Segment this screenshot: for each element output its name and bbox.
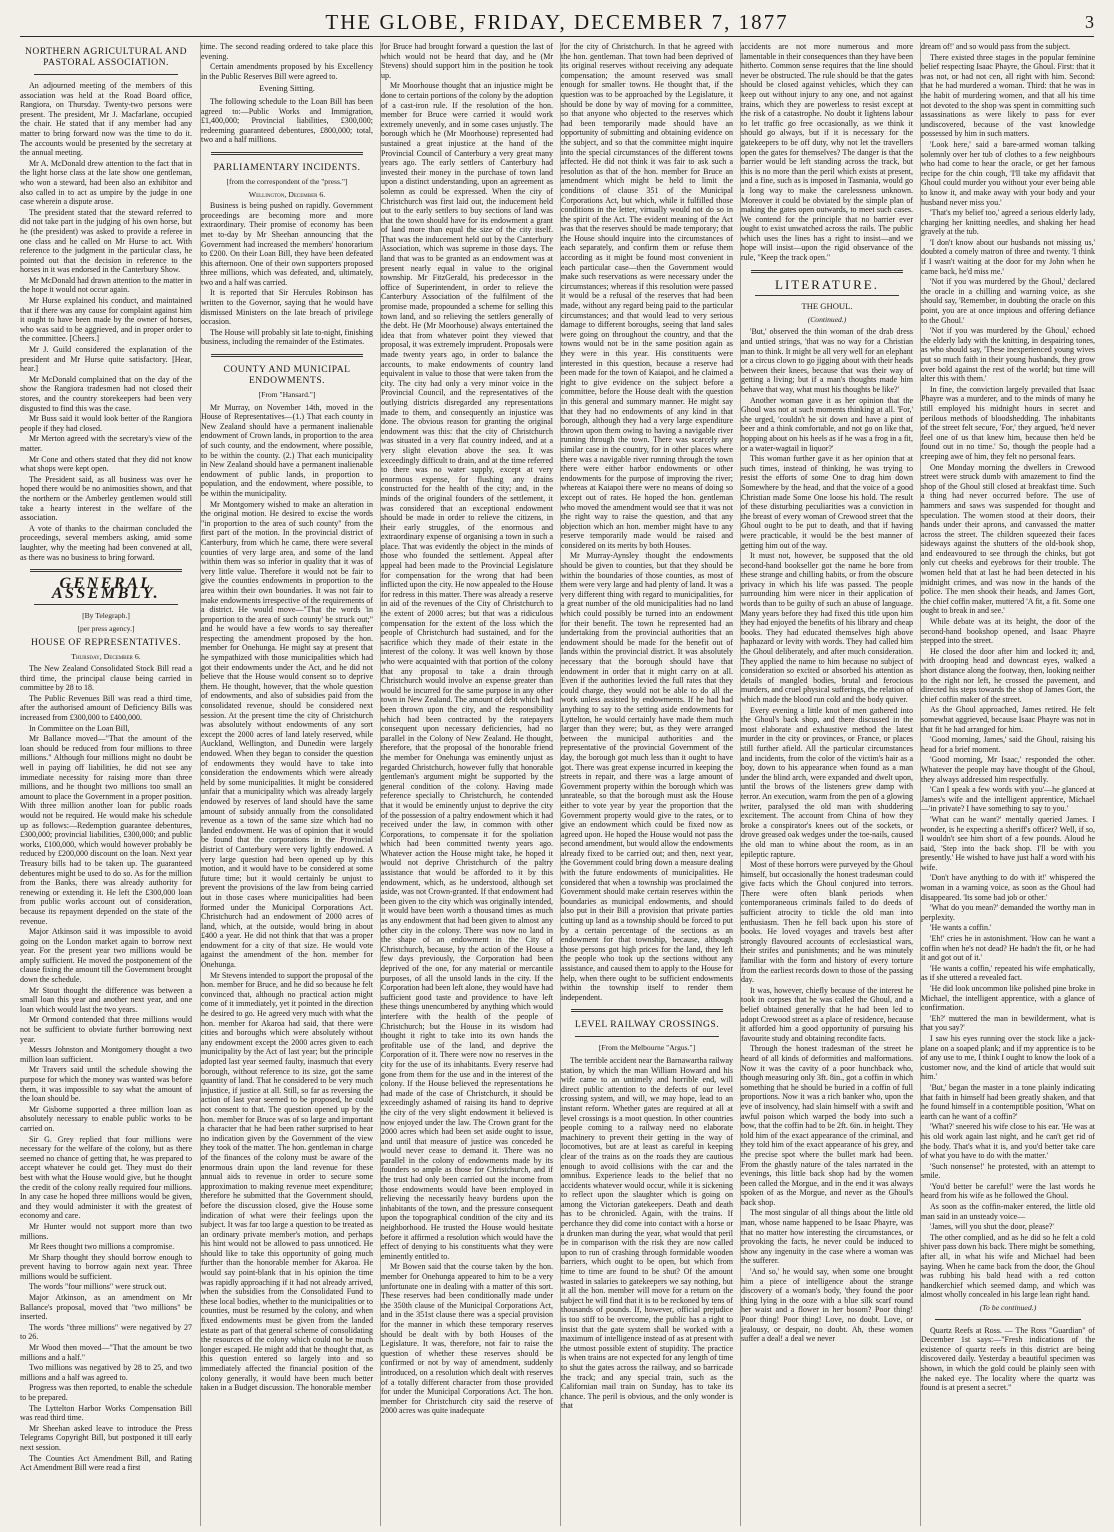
divider bbox=[34, 74, 178, 75]
paragraph: It must not, however, be supposed that the old second-hand bookseller got the name he bore from these strange and chilling habits, or from the obscure privacy in which his life was passed. The people surrounding him were nicer in their application of words than to be guilty of such an abuse of language. Many years before they had fixed this title upon him they had enjoyed the benefits of his library and cheap books. They had educated themselves high above haphazard or levity with words. They had called him the Ghoul deliberately, and after much consideration. They applied the name to him because no subject of consideration so excited or absorbed his attention as details of mangled bodies, brutal and ferocious murders, and cruel physical sufferings, the relation of which made the blood run cold and the body quiver. bbox=[741, 551, 913, 704]
paragraph: Another woman gave it as her opinion that the Ghoul was not at such moments thinking at all. 'For,' she urged, 'couldn't he sit down and have a pint of beer and a think comfortable, and not go on like that, hopping about on his heels as if he was a frog in a fit, or a water-wagtail in liquor?' bbox=[741, 395, 913, 453]
paragraph: time. The second reading ordered to take place this evening. bbox=[201, 42, 373, 61]
paragraph: 'What can he want?' mentally queried James. I wonder, is he expecting a sheriff's officer? Well, if so, I wouldn't see him short of a few pounds. Aloud he said, 'Step into the back shop. I'll be with you presently.' He wished to have just half a word with his wife. bbox=[921, 814, 1095, 872]
paragraph: Mr Sharp thought they should borrow enough to prevent having to borrow again next year. Three millions would be sufficient. bbox=[20, 1252, 192, 1281]
paragraph: The words "four millions" were struck out. bbox=[29, 1282, 167, 1292]
paragraph: A vote of thanks to the chairman concluded the proceedings, several members asking, amid some laughter, why the meeting had been convened at all, as there was no business to bring forward. bbox=[20, 523, 192, 562]
paragraph: 'Can I speak a few words with you'—he glanced at James's wife and the intelligent apprentice, Michael—'in private? I have something to say to you.' bbox=[921, 785, 1095, 814]
county-heading: COUNTY AND MUNICIPAL ENDOWMENTS. bbox=[223, 364, 351, 387]
paragraph: Business is being pushed on rapidly. Government proceedings are becoming more and more extraordinary. Their promise of economy has been met to-day by Mr Sheehan announcing that the Government had increased the members' honorarium to £200. On their Loan Bill, they have been defeated this afternoon. One of their own supporters proposed three millions, which was defeated, and, ultimately, two and a half was carried. bbox=[201, 201, 373, 287]
paragraph: Mr Hurse explained his conduct, and maintained that if there was any cause for complaint against him it ought to have been made by the owner of horses, who was said to be aggrieved, and in proper order to the committee. [Cheers.] bbox=[20, 296, 192, 344]
paragraph: Mr J. Guild considered the explanation of the president and Mr Hurse quite satisfactory. [Hear, hear.] bbox=[20, 345, 192, 374]
paragraph: It was, however, chiefly because of the interest he took in corpses that he was called the Ghoul, and a belief obtained generally that he had been led to adopt Crewood street as a place of residence, because it afforded him a good opportunity of pursuing his favourite study and obtaining recondite facts. bbox=[741, 985, 913, 1043]
credit-line: [By Telegraph.] bbox=[82, 611, 130, 621]
column-4 bbox=[560, 42, 733, 1526]
paragraph: 'What do you mean?' demanded the worthy man in perplexity. bbox=[921, 903, 1095, 922]
paragraph: Messrs Johnston and Montgomery thought a two million loan sufficient. bbox=[20, 1045, 192, 1064]
paragraph: 'He wants a coffin.' bbox=[930, 923, 992, 933]
agricultural-heading: NORTHERN AGRICULTURAL AND PASTORAL ASSOCIATION. bbox=[24, 46, 188, 68]
paragraph: for the city of Christchurch. In that he agreed with the hon. gentleman. That town had been deprived of its original reserves without receiving any adequate compensation; the amount reserved was small enough for smaller towns. He thought that, if the question was to be approached by the Legislature, it should be done by way of moving for a committee, so that anyone who objected to the reserves which had been temporarily made should have an opportunity of submitting and obtaining evidence on the subject, and so that the committee might inquire into the special circumstances of the different towns affected. He did not think it was fair to ask such a resolution as that of the hon. member for Bruce an amendment which might be held to limit the conditions of clause 351 of the Municipal Corporations Act, but which, while it fulfilled those conditions in the letter, virtually would not do so in the spirit of the Act. The evident meaning of the Act was that the reserves should be made temporary; that the House should inquire into the circumstances of each separately, and confirm them or refuse them according as it might be found most convenient in each particular case—then the Government would make such reservations as were necessary under the circumstances; whereas if this resolution were passed it would be a refusal of the reserves that had been made, without any regard being paid to the particular circumstances; and that would lead to very serious damage to different boroughs, seeing that land sales were going on throughout the country, and that the towns would not be in the same position again as they were in this year. His constituents were interested in this question, because a reserve had been made for the town of Kaiapoi, and he claimed a right to give evidence on the subject before a committee, before the House dealt with the question in this general and summary manner. He might say that they had no endowments of any kind in that borough, although they had a very large expenditure thrown upon them owing to having a navigable river running through the town. There was scarcely any similar case in the country, for in other places where there was a navigable river running through the town there were either harbor endowments or other endowments for the purpose of improving the river; whereas at Kaiapoi there were no means of doing so except out of rates. He hoped the hon. gentleman who moved the amendment would see that it was not the right way to raise the question, and that any objection which an hon. member might have to any reserve temporarily made would be raised and considered on its merits by both Houses. bbox=[561, 42, 733, 550]
paragraph: 'And so,' he would say, when some one brought him a piece of intelligence about the strange discovery of a woman's body, 'they found the poor thing lying in the ooze with a blue silk scarf round her waist and a flower in her bosom? Poor thing! Poor thing! Poor thing! Love, no doubt. Love, or jealousy, or despair, no doubt. Ah, these women suffer a deal! a deal we never bbox=[741, 1267, 913, 1344]
paragraph: The other complied, and as he did so he felt a cold shiver pass down his back. There might be something, after all, in what his wife and Michael had been saying. When he came back from the door, the Ghoul was rubbing his bald head with a red cotton handkerchief which seemed damp, and which was almost wholly concealed in his large lean right hand. bbox=[921, 1232, 1095, 1300]
paragraph: An adjourned meeting of the members of this association was held at the Road Board office, Rangiora, on Thursday. Twenty-two persons were present. The president, Mr J. Macfarlane, occupied the chair. He stated that if any member had any matter to bring forward now was the time to do it. The accounts would be presented by the secretary at the annual meeting. bbox=[20, 81, 192, 158]
agricultural-article bbox=[20, 81, 192, 562]
paragraph: The terrible accident near the Barnawartha railway station, by which the man William Howard and his wife came to an untimely and horrible end, will direct public attention to the defects of our level crossing system, and will, we may hope, lead to an instant reform. Whether gates are required at all at level crossings is a moot question. In other countries people coming to a railway need no elaborate machinery to prevent their getting in the way of locomotives, but are at least as careful in keeping clear of the trains as on the roads they are cautious enough to avoid collisions with the car and the omnibus. Experience leads to the belief that no accidents whatever would occur, while it is sickening to reflect upon the slaughter which is going on among the Victorian gatekeepers. Death and death has to be chronicled. Again, with the trains. If perchance they did come into contact with a horse or a drunken man during the year, what would that peril be in comparison with the risk they are now called upon to run of crashing through formidable wooden barriers, which ought to be open, but which from time to time are found to be shut? Of the amount wasted in salaries to gatekeepers we say nothing, but it all the hon. member will move for a return on the subject he will find that it is to be reckoned by tens of thousands of pounds. If, however, official prejudice is too stiff to be overcome, the public has a right to insist that the gate system shall be worked with a maximum of intelligence instead of as at present with the utmost possible extent of stupidity. The practice is when trains are not expected for any length of time to shut the gates across the railway, and so barricade the track; and any special train, such as the Californian mail train on Sunday, has to take its chance. The peril is obvious, and the only wonder is that bbox=[561, 1055, 733, 1411]
paragraph: Mr Rees thought two millions a compromise. bbox=[29, 1242, 175, 1252]
paragraph: Mr Gisborne supported a three million loan as absolutely necessary to enable public works to be carried on. bbox=[20, 1104, 192, 1133]
paragraph: Mr Wood then moved—"That the amount be two millions and a half." bbox=[20, 1343, 192, 1362]
paragraph: 'That's my belief too,' agreed a serious elderly lady, charging her knitting needles, and shaking her head gravely at the tub. bbox=[921, 208, 1095, 237]
paragraph: Certain amendments proposed by his Excellency in the Public Reserves Bill were agreed to. bbox=[201, 62, 373, 81]
paragraph: Progress was then reported, to enable the schedule to be prepared. bbox=[20, 1383, 192, 1402]
paragraph: 'But,' began the master in a tone plainly indicating that faith in himself had been greatly shaken, and that he found himself in a contemptible position, 'What on earth can he want of a coffin?' bbox=[921, 1082, 1095, 1121]
paragraph: 'James, will you shut the door, please?' bbox=[930, 1222, 1054, 1232]
divider bbox=[211, 354, 363, 357]
continued-label: (Continued.) bbox=[807, 314, 847, 324]
masthead bbox=[20, 8, 1094, 37]
level-crossings-heading: LEVEL RAILWAY CROSSINGS. bbox=[574, 1019, 720, 1031]
newspaper-title: THE GLOBE, FRIDAY, DECEMBER 7, 1877 bbox=[325, 10, 789, 34]
paragraph: 'I don't know about our husbands not missing us,' doubted a comely matron of three and twenty. 'I think if I wasn't waiting at the door for my John when he came back, he'd miss me.' bbox=[921, 237, 1095, 276]
paragraph: Mr Ormond contended that three millions would not be sufficient to obviate further borrowing next year. bbox=[20, 1015, 192, 1044]
paragraph: 'What?' sneered his wife close to his ear. 'He was at his old work again last night, and he can't get rid of the body. That's what it is, and you'd better take care of what you have to do with the matter.' bbox=[921, 1122, 1095, 1161]
paragraph: 'You'd better be careful!' were the last words he heard from his wife as he followed the Ghoul. bbox=[921, 1181, 1095, 1201]
house-article bbox=[20, 664, 192, 1473]
dateline: Wellington, December 6. bbox=[248, 189, 326, 199]
credit-line: [From the Melbourne "Argus."] bbox=[598, 1043, 696, 1053]
column-6 bbox=[920, 42, 1095, 1526]
divider bbox=[211, 152, 363, 155]
column-1 bbox=[20, 42, 192, 1526]
paragraph: This woman further gave it as her opinion that at such times, instead of thinking, he was trying to resist the efforts of some One to drag him down Somewhere by the head, and that the voice of a good Christian made Some One loose his hold. The result of these disturbing peculiarities was a conviction in the breast of every woman of Crewood street that the Ghoul ought to be put to death, and that if having were practicable, it would be the best manner of getting him out of the way. bbox=[741, 454, 913, 550]
paragraph: The New Zealand Consolidated Stock Bill read a third time, the principal clause being carried in committee by 28 to 18. bbox=[20, 664, 192, 693]
paragraph: 'Eh!' cries he in astonishment. 'How can he want a coffin when he's not dead? He hadn't the fit, or he had it and got out of it.' bbox=[921, 934, 1095, 963]
divider bbox=[751, 270, 903, 273]
paragraph: One Monday morning the dwellers in Crewood street were struck dumb with amazement to find the shop of the Ghoul still closed at breakfast time. Such a thing had never occurred before. The use of hammers and saws was suspended for thought and speculation. The women stood at their doors, their hands under their aprons, and canvassed the matter across the street. The children squeezed their faces sideways against the shutters of the old-book shop, and endeavoured to see through the chinks, but got only cut cheeks and eyebrows for their trouble. The women held that at last he had been detected in his midnight crimes, and was now in the hands of the police. The men shook their heads, and James Gort, the chief coffin maker, muttered 'A fit, a fit. Some one ought to break in and see.' bbox=[921, 462, 1095, 616]
column-2 bbox=[200, 42, 373, 1526]
paragraph: 'Eh?' muttered the man in bewilderment, what is that you say?' bbox=[921, 1013, 1095, 1033]
paragraph: The House will probably sit late to-night, finishing business, including the remainder of the Estimates. bbox=[201, 327, 373, 347]
paragraph: dream of!' and so would pass from the subject. bbox=[921, 42, 1071, 51]
parliamentary-heading: PARLIAMENTARY INCIDENTS. bbox=[213, 161, 361, 173]
paragraph: Mr Stevens intended to support the proposal of the hon. member for Bruce, and he did so because he felt convinced that, although no practical action might come of it immediately, yet it pointed in the direction he desired to go. He agreed very much with what the hon. member for Akaroa had said, that there were cities and boroughs which were absolutely without any endowment except the 2000 acres given to each municipality by the Act of last year; but the principle adopted last year seemed faulty, inasmuch that every borough, without reference to its size, got the same quantity of land. That he considered to be very much injustice, if justice at all. Still, so far as reversing the action of last year seemed to be proposed, he could not consent to that. The question opened up by the hon. member for Bruce was of so large and important a character that he had been rather surprised to hear no indication given by the Government of the view they took of the matter. The hon. gentleman in charge of the finances of the colony must be aware of the enormous drain upon the land revenue for these annual aids to revenue in order to secure some approximation to making revenue meet expenditure; therefore he submitted that the Government should, before the discussion closed, give the House some indication of what were their feelings upon the subject. It was far too large a question to be treated as an ordinary private member's motion, and perhaps his hint would not be allowed to pass unnoticed. He should like to take this opportunity of going much further than the honorable member for Akaroa. He would say point-blank that in his opinion the time was rapidly approaching if it had not already arrived, when the subsidies from the Consolidated Fund to these local bodies, whether to the municipalities or to counties, must be resumed by the colony, and when fixed endowments must be given from the landed estate as part of that general scheme of consolidating the resources of the colony which could not be much longer escaped. He might add that he thought that, as this question entered so largely into and so immediately affected the financial position of the colony generally, it would have been much better taken in a Budget discussion. The honorable member bbox=[201, 970, 373, 1393]
column-5 bbox=[740, 42, 913, 1526]
dateline: Thursday, December 6. bbox=[71, 652, 141, 662]
paragraph: Mr Hunter would not support more than two millions. bbox=[20, 1221, 192, 1241]
paragraph: Mr Cone and others stated that they did not know what shops were kept open. bbox=[20, 454, 192, 474]
paragraph: Mr McDonald had drawn attention to the matter in the hope it would not occur again. bbox=[20, 275, 192, 295]
paragraph: Mr A. McDonald drew attention to the fact that in the light horse class at the late show one gentleman, who won a steward, had been also an exhibitor and also called in to act as umpire by the judge in one case wherein a dispute arose. bbox=[20, 158, 192, 207]
paragraph: Major Atkinson, as an amendment on Mr Ballance's proposal, moved that "two millions" be inserted. bbox=[20, 1293, 192, 1322]
paragraph: It is reported that Sir Hercules Robinson has written to the Governor, saying that he would have dismissed Ministers on the late breach of privilege occasion. bbox=[201, 288, 373, 327]
paragraph: Mr Murray-Aynsley thought the endowments should be given to counties, but that they should be within the boundaries of those counties, as most of them were very large and had plenty of land. It was a very different thing with regard to municipalities, for a great number of the old municipalities had no land which could possibly be turned into an endowment for their benefit. The town he represented had an undertaking from the provincial authorities that an endowment should be made for the benefit out of lands within the provincial district. It was absolutely necessary that the borough should have that endowment in order that it might carry on at all. Even if the authorities levied the full rates that they could charge, they would not be able to do all the work unless assisted by endowments. If he had had anything to say to the setting aside endowments for Lyttelton, he would certainly have made them much larger than they were; but, as they were arranged between the municipal authorities and the representative of the provincial Government of the day, the borough got much less than it ought to have got. There was great expense incurred in keeping the streets in repair, and there was a large amount of Government property within the borough which was unrateable, so that the borough must ask the House either to vote year by year the proportion that the Government property would give to the rates, or to give an endowment which could be fixed now as agreed upon. He hoped the House would not pass the second amendment, but would allow the endowments already fixed to be carried out; and then, next year, the Government could bring down a measure dealing with the future endowments of municipalities. He considered that when a township was proclaimed the Government should make certain reserves within the boundaries as municipal endowments, and should also put in their Bill a provision that private parties cutting up land as a township should be forced to put by a certain percentage of the sections as an endowment for that township, because, although those persons got high prices for the land, they left the people who took up the sections without any assistance, and caused them to apply to the House for help, when there ought to be sufficient endowments within the township itself to render them independent. bbox=[561, 551, 733, 1002]
paragraph: Mr Murray, on November 14th, moved in the House of Representatives—(1.) That each county in New Zealand should have a permanent inalienable endowment of Crown lands, in proportion to the area of such county, and the endowment, where possible, to be within the county. (2.) That each municipality in New Zealand should have a permanent inalienable endowment of public lands, in proportion to population, and the endowment, where possible, to be within the municipality. bbox=[201, 402, 373, 498]
paragraph: Two millions was negatived by 28 to 25, and two millions and a half was agreed to. bbox=[20, 1363, 192, 1382]
paragraph: Through the honest tradesman of the street he heard of all kinds of deformities and malformations. Now it was the cavity of a poor hunchback who, though measuring only 3ft. 8in., got a coffin in which something that he should be buried in a coffin of full proportions. Now it was a rich banker who, upon the eve of insolvency, had slain himself with a swift and awful poison which warped the body into such a bow, that the coffin had to be 2ft. 6in. in height. They told him of the exact appearance of the criminal, and they told him of the exact appearance of his grey, and the precise spot where the bullet mark had been. From the ghastly nature of the tales narrated in the evenings, this little back shop had by the women been called the Morgue, and in the end it was always spoken of as the Morgue, and never as the Ghoul's back shop. bbox=[741, 1044, 913, 1207]
paragraph: The Counties Act Amendment Bill, and Rating Act Amendment Bill were read a first bbox=[20, 1453, 192, 1473]
paragraph: Mr Sheehan asked leave to introduce the Press Telegrams Copyright Bill, but postponed it till early next session. bbox=[20, 1423, 192, 1452]
paragraph: 'Not if you was murdered by the Ghoul,' echoed the elderly lady with the knitting, in despairing tones, as who should say, 'These inexperienced young wives put so much faith in their young husbands, they grow over bold against the rest of the world; but time will alter this with them.' bbox=[921, 326, 1095, 384]
paragraph: In fine, the conviction largely prevailed that Isaac Phayre was a murderer, and to the minds of many he still employed his midnight hours in secret and perilous methods of bloodshedding. The inhabitants of the street felt secure, 'For,' they argued, 'he'd never feel one of us that knew him, because then he'd be found out in no time.' So, though the people had a creeping awe of him, they felt no personal fears. bbox=[921, 384, 1095, 461]
paragraph: The following schedule to the Loan Bill has been agreed to:—Public Works and Immigration, £1,400,000; Provincial liabilities, £300,000; redeeming guaranteed debentures, £800,000; total, two and a half millions. bbox=[201, 96, 373, 145]
credit-line: [From "Hansard."] bbox=[258, 390, 316, 400]
divider bbox=[571, 1009, 723, 1012]
paragraph: 'Such nonsense!' he protested, with an attempt to smile. bbox=[921, 1161, 1095, 1181]
paragraph: The President said, as all business was over he hoped there would be no animosities shown, and that the northern or the Amberley gentlemen would still take a hearty interest in the welfare of the association. bbox=[20, 474, 192, 523]
divider bbox=[755, 295, 899, 296]
paragraph: While debate was at its height, the door of the second-hand bookshop opened, and Isaac Phayre stepped into the street. bbox=[921, 617, 1095, 646]
paragraph: Mr Ballance moved—"That the amount of the loan should be reduced from four millions to three millions." Although four millions might no doubt be well in paying off liabilities, he did not see any immediate necessity for raising more than three millions, and he thought two millions too small an amount to place the Government in a proper position. With three million another loan for public roads would not be required. He would make his schedule up as follows:—Redemption guarantee debentures, £300,000; provincial liabilities, £300,000; and public works, £100,000, which would however probably be reduced by £200,000 discount on the loan. Next year Treasury bills had to be taken up. The guaranteed debentures might be used to do so. As for the million from the Banks, there was already authority for renewing or extending it. He left the £300,000 loan from public works account out of consideration, because its repayment depended on the state of the revenue. bbox=[20, 734, 192, 926]
credit-line: [per press agency.] bbox=[77, 623, 135, 633]
divider bbox=[30, 569, 182, 572]
to-be-continued: (To be continued.) bbox=[979, 1303, 1037, 1312]
paragraph: The Public Revenues Bill was read a third time, after the authorised amount of Deficiency Bills was increased from £300,000 to £400,000. bbox=[20, 693, 192, 723]
house-heading: HOUSE OF REPRESENTATIVES. bbox=[30, 637, 182, 649]
paragraph: 'Not if you was murdered by the Ghoul,' declared the oracle in a chilling and warning voice, as she should say, 'Remember, in doubting the oracle on this point, you are at once impious and offering defiance to the Ghoul.' bbox=[921, 277, 1095, 325]
paragraph: Mr Montgomery wished to make an alteration in the original motion. He desired to excise the words "in proportion to the area of such county" from the first part of the motion. In the provincial district of Canterbury, from which he came, there were several counties of very large area, and some of the land within them was so inferior in quality that it was of very little value. Therefore it would not be fair to give the counties endowments in proportion to the area within their own boundaries. It was not fair to make endowments irrespective of the requirements of a district. He would move—"That the words 'in proportion to the area of such county' be struck out;" and he would have a few words to say thereafter respecting the amendment proposed by the hon. member for Onehunga. He might say at present that he sympathized with those municipalities which had got their endowments under the Act, and he did not believe that the House would consent so to deprive them. He thought, however, that the whole question of endowments, and also of subsidies paid from the consolidated revenue, should be considered next session. At the present time the city of Christchurch was absolutely without endowments of any sort except the 2000 acres of land lately reserved, while Auckland, Wellington, and Dunedin were largely endowed. When they began to consider the question of endowments they would have to take into consideration the endowments which were already held by some municipalities. It might be considered unfair that a municipality which was already largely endowed by reserves of land should have the same amount of subsidy annually from the consolidated revenue as a town of the same size which had no landed endowment. He was of opinion that it would be found that the corporations in the Provincial district of Canterbury were very lightly endowed. A very large question had been opened up by this motion, and it would have to be considered at some future time; but it would certainly be unjust to prevent the provisions of the law from being carried out in those cases where municipalities had been formed under the Municipal Corporations Act. Christchurch had an endowment of 2000 acres of land, which, at the outside, would bring in about £400 a year. He did not think that that was a proper endowment for a city of that size. He would vote against the amendment of the hon. member for Onehunga. bbox=[201, 499, 373, 970]
paragraph: There existed three stages in the popular feminine belief respecting Isaac Phayre, the Ghoul. First: that it was not, or had not cen, all right with him. Second: that he had murdered a woman. Third: that he was in the habit of murdering women, and that all his time not devoted to the shop was spent in committing such assassinations as were likely to pass for ever undiscovered, because of the vast knowledge possessed by him in such matters. bbox=[921, 52, 1095, 139]
paragraph: I saw his eyes running over the stock like a jack-plane on a soaped plank; and if my apprentice is to be of any use to me, I think I ought to know the look of a customer now, and the kind of article that would suit him.' bbox=[921, 1033, 1095, 1082]
paragraph: Mr McDonald complained that on the day of the show the Rangiora tradesmen had not closed their stores, and the country storekeepers had been very disgusted to find this was the case. bbox=[20, 374, 192, 413]
paragraph: Sir G. Grey replied that four millions were necessary for the welfare of the colony, but as there seemed no chance of getting that, he was prepared to accept whatever he could get. They must do their best with what the House would give, but he thought the credit of the colony really required four millions. In any case he hoped three millions would be given, and they would administer it with the greatest of economy and care. bbox=[20, 1134, 192, 1221]
paragraph: The Lyttelton Harbor Works Compensation Bill was read third time. bbox=[20, 1403, 192, 1423]
paragraph: Mr Moorhouse thought that an injustice might be done to certain portions of the colony by the adoption of a cast-iron rule. If the resolution of the hon. member for Bruce were carried it would work extremely unevenly, and in some cases unjustly. The borough which he (Mr Moorhouse) represented had sustained a great injustice at the hand of the Provincial Council of Canterbury a very great many years ago. The early settlers of Canterbury had invested their money in the purchase of town land upon a distinct understanding, upon an agreement as solemn as could be expressed. When the city of Christchurch was first laid out, the inducement held out to the early settlers to buy sections of land was that the town should have for its endowment a grant of land more than equal the size of the city itself. That was the inducement held out by the Canterbury Association, which was supreme in those days. The land that was to be granted as an endowment was at present nearly equal in value to the original township. Mr FitzGerald, his predecessor in the office of Superintendent, in order to relieve the Canterbury Association of the fulfilment of the promise made, propounded a scheme for selling this town land, and so relieving the settlers generally of the debt. He (Mr Moorhouse) always entertained the idea that from whatever point they viewed that proposal, it was extremely imprudent. Proposals were made twenty years ago, in order to balance the accounts, to make endowments of country land equivalent in value to those that were taken from the city. The city had only a very minor voice in the Provincial Council, and the representatives of the outlying districts disregarded any representations made to them, and consequently an injustice was done. The obvious reason for granting the original endowment was this: that the city of Christchurch was situated in a very flat country indeed, and at a very slight elevation above the sea. It was exceedingly difficult to drain, and at the time referred to there was no water supply, except at very enormous expense, for flushing any drains constructed for the health of the city; and, in the minds of the original founders of the settlement, it was considered that an exceptional endowment should be made in order to relieve the citizens, in their early struggles, of the enormous and extraordinary expense of organising a town in such a place. That was evidently the object in the minds of those who founded the settlement. Appeal after appeal had been made to the Provincial Legislature for compensation for the wrong that had been inflicted upon the city. He now appealed to the House for redress in this matter. There was already a reserve in aid of the revenues of the City of Christchurch to the extent of 2000 acres; but that was a ridiculous compensation for the extent of the loss which the people of Christchurch had sustained, and for the sacrifice which they made of their estate in the interest of the colony. It was well known by those who were acquainted with that portion of the colony that any proposal to take a drain through Christchurch would involve an expense greater than would be incurred for the same purpose in any other town in New Zealand. The amount of debt which had been thrown upon the city, and the responsibility which had been contracted by the ratepayers consequent upon necessary deficiencies, had no parallel in the Colony of New Zealand. He thought, therefore, that the proposal of the honorable friend the member for Onehunga was eminently unjust as regarded Christchurch, however fully that honorable gentleman's argument might be supported by the general condition of the colony. Having made reference specially to Christchurch, he contended that it would be eminently unjust to deprive the city of the possession of a paltry endowment which it had received under the law, in common with other Corporations, to compensate it for the spoliation which had been committed twenty years ago. Whatever action the House might take, he hoped it would not deprive Christchurch of the paltry assistance that would be afforded to it by this endowment, which, as he understood, although set aside, was not Crown-granted. If that endowment had been given to the city which was originally intended, it would have been worth a thousand times as much as any endowment that had been given to almost any other city in the colony. There was now no land in the shape of an endowment in the City of Christchurch, because, by the action of the House a few days previously, the Corporation had been deprived of the one, for any material or mercantile purposes, of all the unsold lands in the city. If the Corporation had been left alone, they would have had sufficient good taste and providence to have left these things unencumbered by anything which would interfere with the health of the people of Christchurch; but the House in its wisdom had thought it right to take into its own hands the profitable use of the land, and deprive the Corporation of it. There were now no reserves in the city for the use of its inhabitants. Every reserve had gone from them for the use and in the interest of the colony. If the House believed the representations he had made of the case of Christchurch, it should be exceedingly ashamed of raising its hand to deprive the city of the very slight endowment it believed is now enjoyed under the law. The Crown grant for the 2000 acres which had been set aside ought to issue, and until that measure of justice was conceded he would never cease to demand it. There was no parallel in the colony of endowments made by its founders so ample as those for Christchurch, and if the trust had only been carried out the income from those endowments would have been employed in relieving the necessarily heavy burdens upon the inhabitants of the town, and the pressure consequent upon the topographical condition of the city and its neighborhood. He trusted the House would hesitate before it affirmed a resolution which would have the effect of denying to his constituents what they were eminently entitled to. bbox=[381, 81, 553, 1261]
columns bbox=[20, 42, 1094, 1526]
paragraph: Mr Travers said until the schedule showing the purpose for which the money was wanted was before them, it was impossible to say what the amount of the loan should be. bbox=[20, 1065, 192, 1104]
paragraph: 'Look here,' said a bare-armed woman talking solemnly over her tub of clothes to a few neighbours who had come to hear the oracle, or get her famous recipe for the chin cough, 'I'll take my affidavit that Ghoul could murder you without your ever being able to know it, and make away with your body and your husband never miss you.' bbox=[921, 139, 1095, 207]
credit-line: [from the correspondent of the "press."] bbox=[226, 176, 348, 186]
paragraph: 'But,' observed the thin woman of the drab dress and untied strings, 'that was no way for a Christian man to think. It might be all very well for an elephant or a circus clown to go jigging about with their heads between their knees, because that was their way of getting a living; but if a man's thoughts made him behave that way, what must his thoughts be like?' bbox=[741, 327, 913, 394]
literature-heading: LITERATURE. bbox=[775, 276, 879, 292]
paragraph: As soon as the coffin-maker entered, the little old man said in an unsteady voice— bbox=[921, 1202, 1095, 1221]
paragraph: Mr Merton agreed with the secretary's view of the matter. bbox=[20, 434, 192, 453]
paragraph: Mr Buss said it would look better of the Rangiora people if they had closed. bbox=[20, 414, 192, 433]
paragraph: for Bruce had brought forward a question the last of which would not be heard that day, and he (Mr Stevens) should support him in the position he took up. bbox=[381, 42, 553, 80]
divider bbox=[34, 604, 178, 605]
general-assembly-heading: GENERAL ASSEMBLY. bbox=[51, 575, 161, 602]
paragraph: The president stated that the steward referred to did not take part in the judging of his own horse, but he (the president) was asked to provide a referee in one class and he called on Mr Hurse to act. With reference to the judgment in the particular class, he pointed out that the decision in reference to the horses in it was endorsed in the Canterbury Show. bbox=[20, 207, 192, 275]
paragraph: Most of these horrors were purveyed by the Ghoul himself, but occasionally the honest tradesman could give facts which the Ghoul conjured into terrors. There were often blank periods when contemporaneous criminals failed to do deeds of sufficient atrocity to tickle the old man into enthusiasm. Then he fell back upon his store of books. He loved voyages and travels best after strongly flavoured accounts of ecclesiastical wars, their strifes and punishments; and he was minutely familiar with the form and history of every torture from the earliest records down to those of the passing day. bbox=[741, 860, 913, 985]
ghoul-heading: THE GHOUL. bbox=[801, 301, 853, 312]
paragraph: The words "three millions" were negatived by 27 to 26. bbox=[20, 1322, 192, 1342]
paragraph: Mr Bowen said that the course taken by the hon. member for Onehunga appeared to him to be a very unfortunate one in dealing with a matter of this sort. These reserves had been conditionally made under the 350th clause of the Municipal Corporations Act, and in the 351st clause there was a special provision for the manner in which these temporary reserves should be dealt with by both Houses of the Legislature. It was, therefore, not fair to raise the question of whether these reserves should be confirmed or not by way of amendment, suddenly introduced, on a resolution which dealt with reserves of a totally different character from those provided for under the Municipal Corporations Act. The hon. member for Christchurch city said the reserve of 2000 acres was quite inadequate bbox=[381, 1262, 553, 1416]
divider bbox=[575, 1036, 719, 1037]
paragraph: Major Atkinson said it was impossible to avoid going on the London market again to borrow next year. For the present year two millions would be amply sufficient. He moved the postponement of the clause fixing the amount till the Government brought down the schedule. bbox=[20, 927, 192, 985]
divider bbox=[935, 1319, 1081, 1320]
paragraph: He closed the door after him and locked it; and, with drooping head and downcast eyes, walked a short distance along the footway, then, looking neither to the right nor left, he crossed the pavement, and directed his steps towards the shop of James Gort, the chief coffin maker of the street. bbox=[921, 646, 1095, 704]
column-3 bbox=[380, 42, 553, 1526]
paragraph: Mr Stout thought the difference was between a small loan this year and another next year, and one loan which would last the two years. bbox=[20, 985, 192, 1014]
paragraph: 'Good morning, James,' said the Ghoul, raising his head for a brief moment. bbox=[921, 735, 1095, 754]
page-number: 3 bbox=[1085, 12, 1094, 32]
paragraph: 'He did look uncommon like polished pine broke in Michael, the intelligent apprentice, with a glance of confirmation. bbox=[921, 984, 1095, 1013]
paragraph: 'Good morning, Mr Isaac,' responded the other. Whatever the people may have thought of the Ghoul, they always addressed him respectfully. bbox=[921, 755, 1095, 784]
evening-sitting-heading: Evening Sitting. bbox=[259, 83, 315, 94]
paragraph: The most singular of all things about the little old man, whose name happened to be Isaac Phayre, was that no matter how interesting the circumstances, or provoking the facts, he never could be induced to show any ingenuity in the case where a woman was the sufferer. bbox=[741, 1208, 913, 1266]
paragraph: Quartz Reefs at Ross. — The Ross "Guardian" of December 1st says:—"Fresh indications of the existence of quartz reefs in this district are being discovered daily. Yesterday a beautiful specimen was shown, in which the gold could be plainly seen with the naked eye. The locality where the quartz was found is at present a secret." bbox=[921, 1325, 1095, 1393]
paragraph: As the Ghoul approached, James retired. He felt somewhat aggrieved, because Isaac Phayre was not in that fit he had arranged for him. bbox=[921, 705, 1095, 734]
paragraph: accidents are not more numerous and more lamentable in their consequences than they have been hitherto. Common sense requires that the line should never be obstructed. The rule should be that the gates should be closed against vehicles, which they can keep out without injury to any one, and not against trains, which they are powerless to resist except at the risk of a catastrophe. No doubt it lightens labour to let traffic go free occasionally, as we think it should go always, but if it is necessary for the gatekeepers to be off duty, why not let the travellers open the gates for themselves? The danger is that the barrier would be left standing across the track, but this is no more than the peril which exists at present, and a fine, such as is imposed in Tasmania, would go a long way to make the carelessness unknown. Moreover it could be obviated by the simple plan of making the gates open outwards, to meet such cases. We contend for the principle that no barrier ever ought to exist unwatched across the rails. The public which uses the lines has a right to insist—and we hope will insist—upon the rigid observance of the rule, "Keep the track open." bbox=[741, 42, 913, 263]
paragraph: 'Don't have anything to do with it!' whispered the woman in a warning voice, as soon as the Ghoul had disappeared. 'Its some bad job or other.' bbox=[921, 873, 1095, 902]
paragraph: Every evening a little knot of men gathered into the Ghoul's back shop, and there discussed in the most elaborate and exhaustive method the latest murder in the city or provinces, or France, or places still further afield. All the particular circumstances and incidents, from the color of the victim's hair as a boy, down to his appearance when found as a man under the blind arch, were expanded and dwelt upon, until the brows of the listeners grew damp with terror. An execution, warm from the pen of a glowing writer, paralysed the old man with shuddering excitement. The account from China of how they broke a conspirator's knees out of the sockets, or drove greased oak wedges under the toe-nails, caused the old man to whine about the room, as in an epileptic rapture. bbox=[741, 705, 913, 859]
paragraph: In Committee on the Loan Bill, bbox=[29, 723, 130, 733]
paragraph: 'He wants a coffin,' repeated his wife emphatically, as if she uttered a revealed fact. bbox=[921, 963, 1095, 983]
